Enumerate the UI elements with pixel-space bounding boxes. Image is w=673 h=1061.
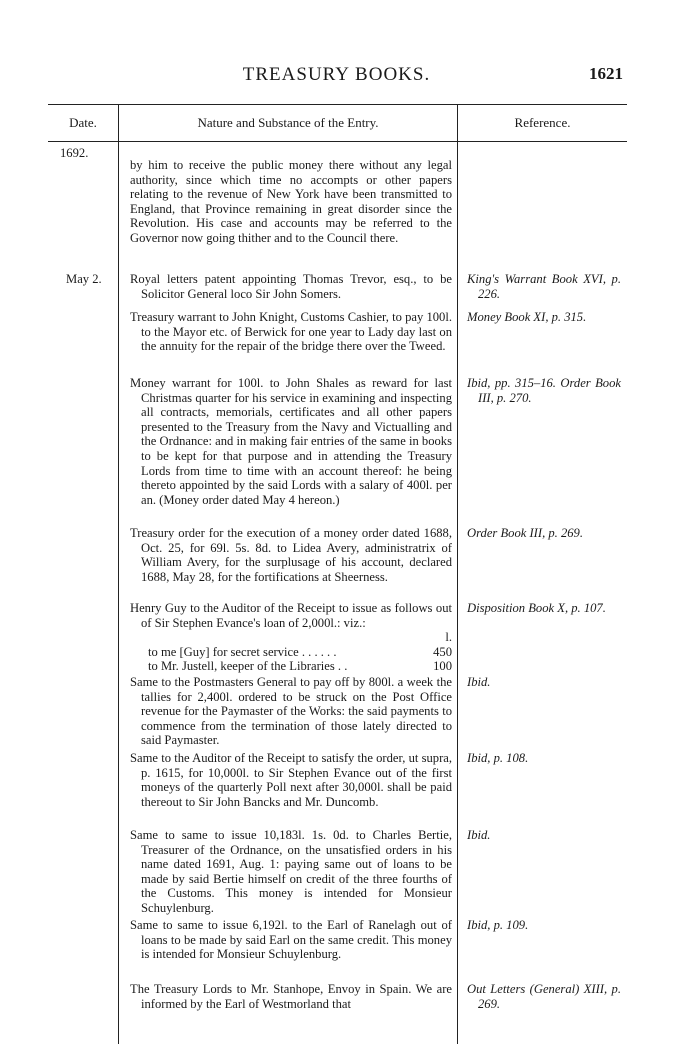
- entry-reference: Ibid, pp. 315–16. Order Book III, p. 270.: [467, 376, 621, 405]
- entry-reference: Out Letters (General) XIII, p. 269.: [467, 982, 621, 1011]
- entry-reference: Order Book III, p. 269.: [467, 526, 584, 540]
- table-top-rule: [48, 104, 627, 105]
- list-item: [130, 659, 452, 674]
- entry-10: [130, 982, 452, 1011]
- year-label: 1692.: [60, 146, 89, 160]
- entry-text: Same to same to issue 6,192l. to the Earl of Ranelagh out of loans to be made by said Earl on the same credit. This money is intended for Monsieur Schuylenburg.: [130, 918, 452, 962]
- entry-4: [130, 526, 452, 584]
- list-item-value: 450: [433, 644, 452, 659]
- list-item-value: 100: [433, 659, 452, 674]
- entry-9: [130, 918, 452, 962]
- entry-6: [130, 675, 452, 748]
- entry-text: Royal letters patent appointing Thomas Trevor, esq., to be Solicitor General loco Sir John Somers.: [130, 272, 452, 301]
- entry-reference: King's Warrant Book XVI, p. 226.: [467, 272, 621, 301]
- entry-text: Treasury warrant to John Knight, Customs Cashier, to pay 100l. to the Mayor etc. of Berwick for one year to Lady day last on the annuity for the repair of the bridge there over the Tweed.: [130, 310, 452, 354]
- list-item-label: to me [Guy] for secret service . . . . . .: [148, 644, 337, 659]
- column-header-nature: Nature and Substance of the Entry.: [197, 115, 379, 130]
- entry-text: Same to the Postmasters General to pay off by 800l. a week the tallies for 2,400l. ordered to be struck on the Post Office revenue for the Paymaster of the Works: the said payments to commence from the termination of those lately directed to said Paymaster.: [130, 675, 452, 748]
- entry-8: [130, 828, 452, 916]
- entry-5: [130, 601, 452, 674]
- entry-reference: Ibid.: [467, 675, 491, 689]
- entry-text: Henry Guy to the Auditor of the Receipt to issue as follows out of Sir Stephen Evance's loan of 2,000l.: viz.:: [130, 601, 452, 630]
- list-item-label: to Mr. Justell, keeper of the Libraries . .: [148, 659, 348, 674]
- list-unit: l.: [445, 630, 452, 645]
- entry-text: Treasury order for the execution of a money order dated 1688, Oct. 25, for 69l. 5s. 8d. to Lidea Avery, administratrix of William Avery, for the surplusage of his account, declared 1688, May 28, for the fortifications at Sheerness.: [130, 526, 452, 584]
- entry-3: [130, 376, 452, 507]
- entry-text: Money warrant for 100l. to John Shales as reward for last Christmas quarter for his service in examining and inspecting all contracts, memorials, certificates and all other papers presented to the Treasury from the Navy and Victualling and the Ordnance: and in making fair entries of the same in books to be kept for that purpose and in attending the Treasury Lords from time to time with an account thereof: he being thereto appointed by the said Lords with a salary of 400l. per an. (Money order dated May 4 hereon.): [130, 376, 452, 507]
- page-number: 1621: [589, 64, 623, 83]
- list-item: [130, 645, 452, 660]
- entry-reference: Disposition Book X, p. 107.: [467, 601, 606, 615]
- entry-reference: Ibid, p. 109.: [467, 918, 529, 932]
- running-title: TREASURY BOOKS.: [242, 64, 431, 85]
- entry-7: [130, 751, 452, 809]
- entry-2: [130, 310, 452, 354]
- entry-reference: Money Book XI, p. 315.: [467, 310, 587, 324]
- column-header-date: Date.: [69, 115, 97, 130]
- entry-text: The Treasury Lords to Mr. Stanhope, Envoy in Spain. We are informed by the Earl of Westmorland that: [130, 982, 452, 1011]
- column-divider-left: [118, 104, 119, 1044]
- column-header-reference: Reference.: [514, 115, 571, 130]
- entry-reference: Ibid.: [467, 828, 491, 842]
- entry-0: [130, 158, 452, 246]
- entry-text: Same to same to issue 10,183l. 1s. 0d. to Charles Bertie, Treasurer of the Ordnance, on the unsatisfied orders in his name dated 1691, Aug. 1: paying same out of loans to be made by said Bertie himself on credit of the three fourths of the Customs. This money is intended for Monsieur Schuylenburg.: [130, 828, 452, 915]
- entry-text: Same to the Auditor of the Receipt to satisfy the order, ut supra, p. 1615, for 10,000l. to Sir Stephen Evance out of the first moneys of the quarterly Poll next after 30,000l. shall be paid thereout to Sir John Bancks and Mr. Duncomb.: [130, 751, 452, 809]
- entry-reference: Ibid, p. 108.: [467, 751, 529, 765]
- table-head-rule: [48, 141, 627, 142]
- column-divider-right: [457, 104, 458, 1044]
- entry-1: [130, 272, 452, 301]
- entry-date: May 2.: [66, 272, 102, 286]
- list-unit-row: [130, 630, 452, 645]
- entry-text: by him to receive the public money there without any legal authority, since which time no accompts or other papers relating to the revenue of New York have been transmitted to England, that Province remaining in great disorder since the Revolution. His case and accounts may be referred to the Governor now going thither and to the Council there.: [130, 158, 452, 245]
